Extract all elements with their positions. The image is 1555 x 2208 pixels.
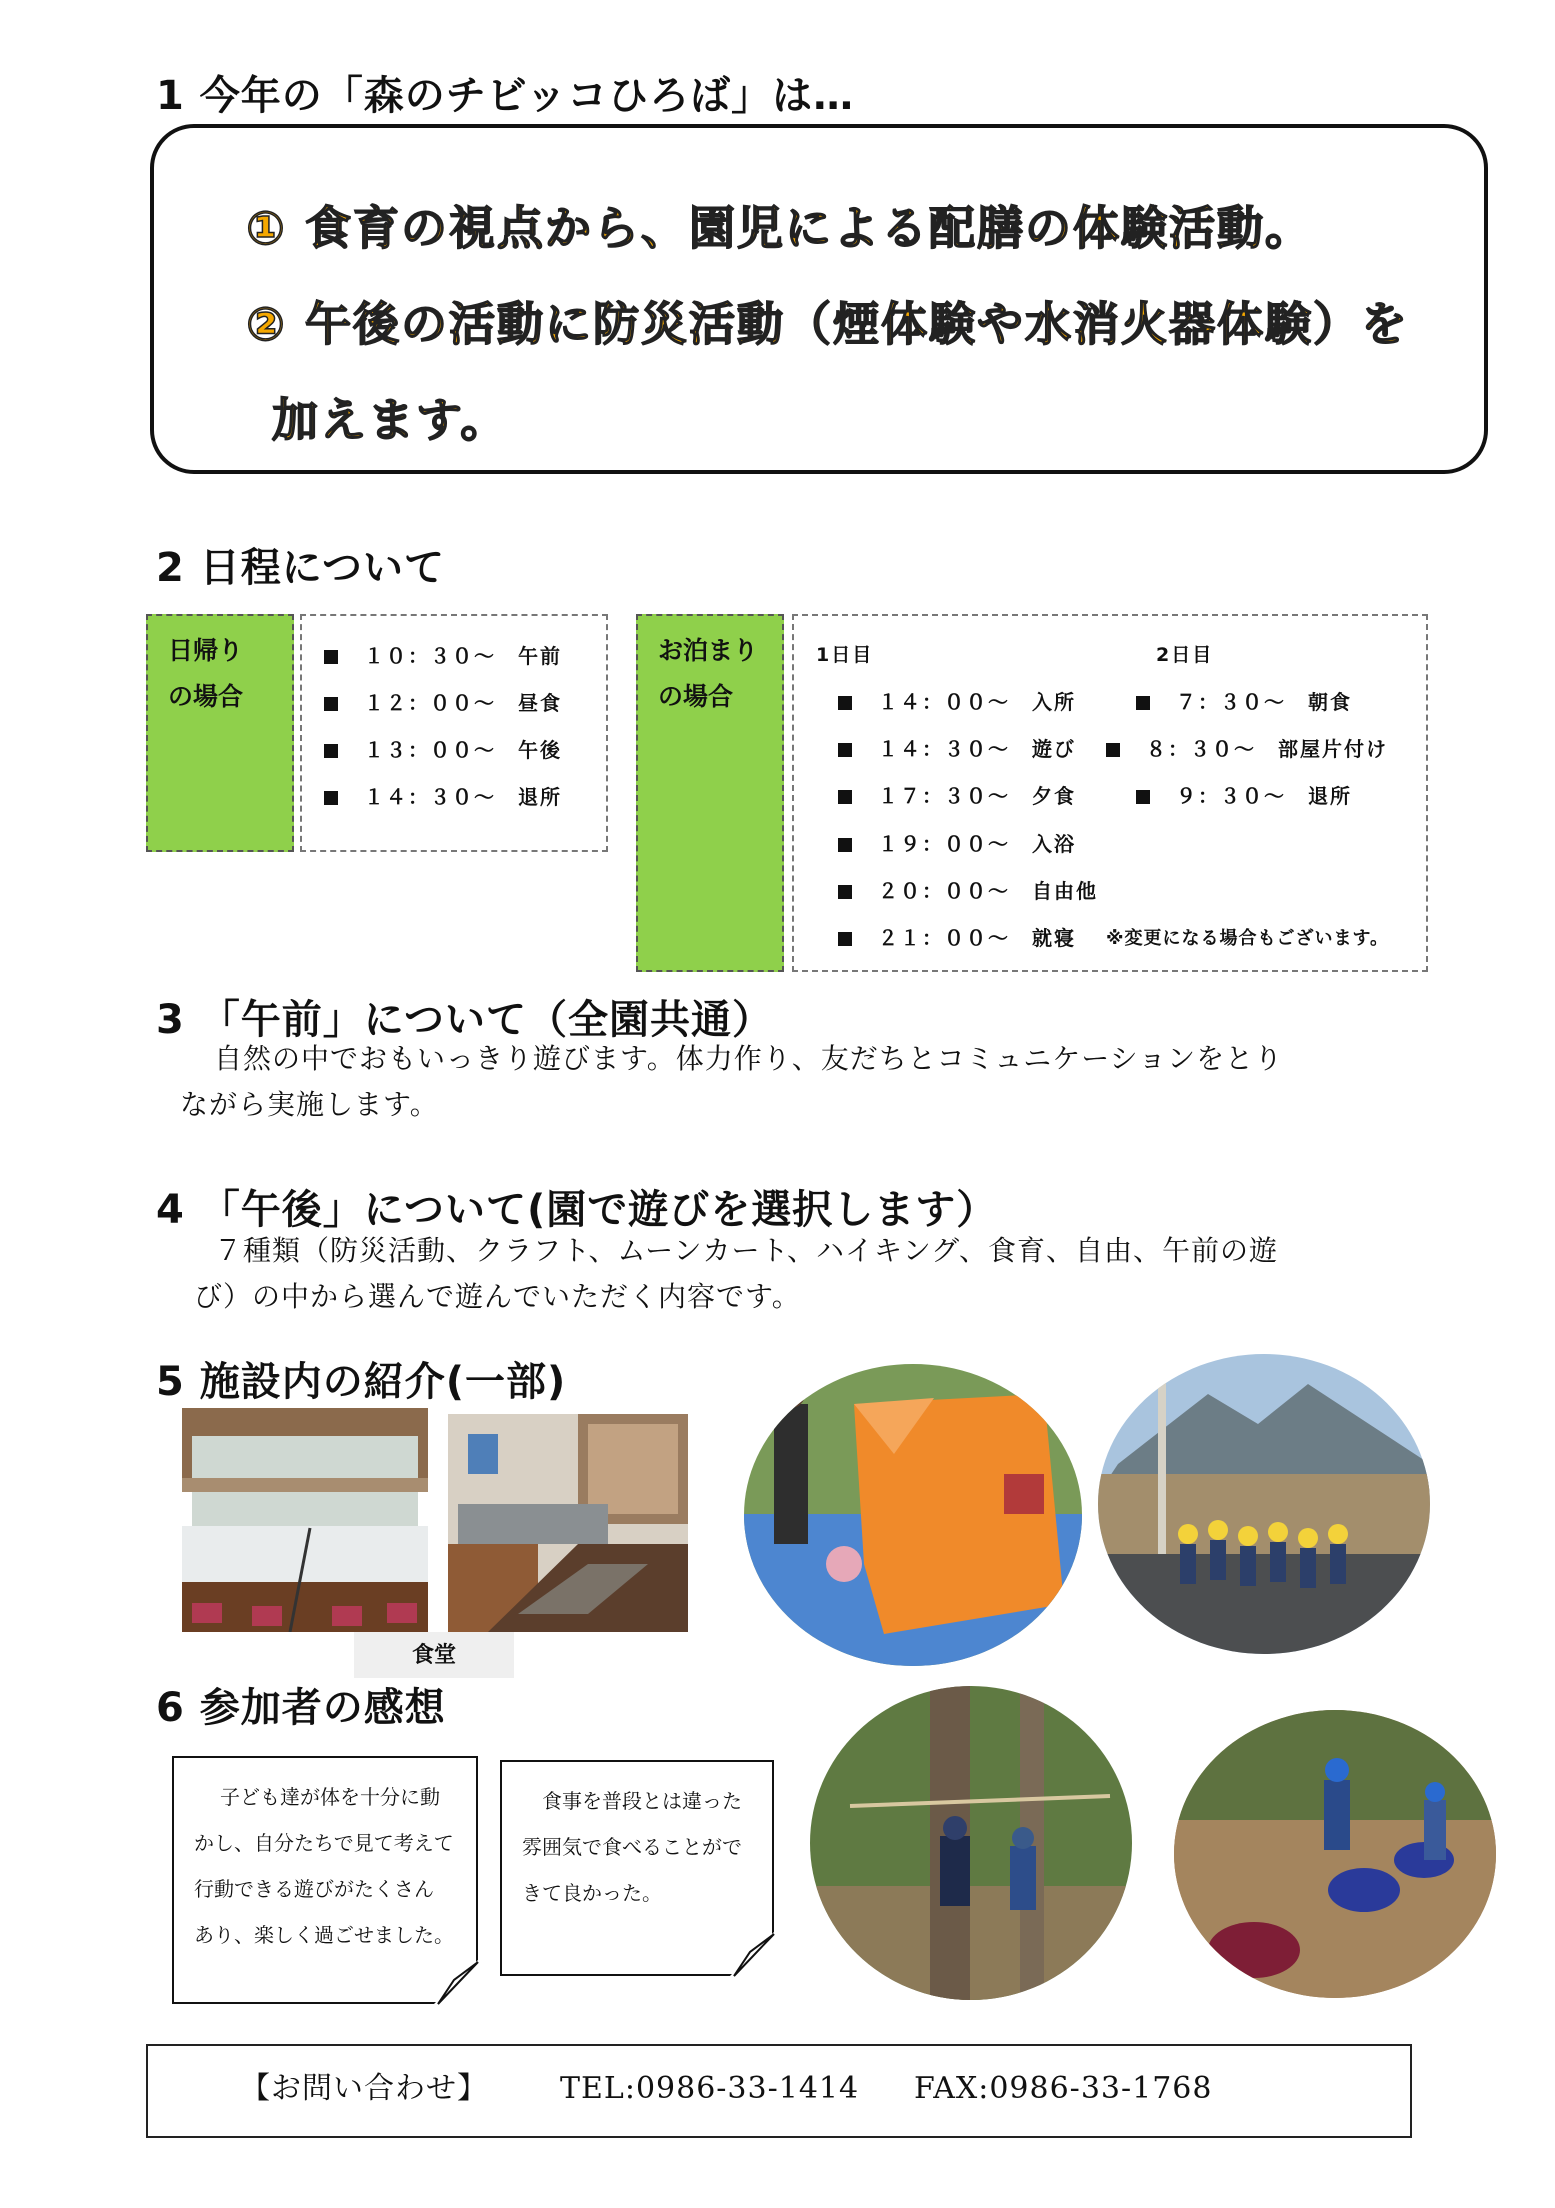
schedule-row: ２０：００～ 自由他 — [838, 875, 1098, 904]
stay-schedule — [792, 614, 1428, 972]
comment-line: かし、自分たちで見て考えて — [194, 1831, 454, 1855]
rope-course-photo — [810, 1686, 1132, 2000]
section-3-title: 3 「午前」について（全園共通） — [156, 997, 773, 1043]
schedule-row: １４：３０～ 遊び — [838, 733, 1076, 762]
day-trip-schedule — [300, 614, 608, 852]
stay-label — [636, 614, 784, 972]
day-trip-label-1: 日帰り — [168, 636, 244, 665]
section-4-title: 4 「午後」について(園で遊びを選択します） — [156, 1187, 998, 1233]
section-4-text-2: び）の中から選んで遊んでいただく内容です。 — [194, 1280, 801, 1313]
schedule-note: ※変更になる場合もございます。 — [1106, 928, 1390, 949]
schedule-row: １４：３０～ 退所 — [324, 781, 562, 810]
schedule-row: ７：３０～ 朝食 — [1136, 686, 1352, 715]
day-trip-label-2: の場合 — [168, 682, 244, 711]
schedule-row: １９：００～ 入浴 — [838, 828, 1076, 857]
day-trip-label — [146, 614, 294, 852]
bullet-square-icon — [838, 743, 852, 757]
comment-line: あり、楽しく過ごせました。 — [194, 1923, 454, 1947]
section-2-title: 2 日程について — [156, 545, 445, 591]
contact-label: 【お問い合わせ】 — [240, 2071, 488, 2106]
bullet-square-icon — [1136, 696, 1150, 710]
bullet-square-icon — [838, 790, 852, 804]
comment-line: 行動できる遊びがたくさん — [194, 1877, 434, 1901]
comment-line: 子ども達が体を十分に動 — [220, 1785, 440, 1809]
schedule-row: ８：３０～ 部屋片付け — [1106, 733, 1388, 762]
page-curl-icon — [434, 1960, 478, 2004]
tire-play-photo — [1174, 1710, 1496, 1998]
cafeteria-photo-2 — [448, 1414, 688, 1632]
schedule-row: １７：３０～ 夕食 — [838, 780, 1076, 809]
schedule-row: ９：３０～ 退所 — [1136, 780, 1352, 809]
page-curl-icon — [730, 1932, 774, 1976]
smoke-tent-photo — [744, 1364, 1082, 1666]
comment-line: 食事を普段とは違った — [542, 1789, 742, 1813]
cafeteria-photo-1 — [182, 1408, 428, 1632]
callout-line-3: 加えます。 — [272, 393, 509, 447]
bullet-square-icon — [838, 838, 852, 852]
cafeteria-caption: 食堂 — [411, 1643, 456, 1668]
section-4-text-1: ７種類（防災活動、クラフト、ムーンカート、ハイキング、食育、自由、午前の遊 — [214, 1234, 1279, 1267]
schedule-row: ２１：００～ 就寝 — [838, 922, 1076, 951]
comment-card-2 — [500, 1760, 774, 1976]
stay-label-1: お泊まり — [658, 636, 759, 665]
bullet-square-icon — [324, 650, 338, 664]
bullet-square-icon — [838, 885, 852, 899]
callout-line-2: ② 午後の活動に防災活動（煙体験や水消火器体験）を — [246, 297, 1409, 351]
bullet-square-icon — [324, 744, 338, 758]
bullet-square-icon — [1136, 790, 1150, 804]
bullet-square-icon — [324, 791, 338, 805]
section-1-title: 1 今年の「森のチビッコひろば」は… — [156, 73, 855, 119]
section-3-text-2: ながら実施します。 — [180, 1088, 439, 1121]
stay-label-2: の場合 — [658, 682, 734, 711]
section-6-title: 6 参加者の感想 — [156, 1685, 446, 1731]
schedule-row: １２：００～ 昼食 — [324, 687, 562, 716]
schedule-row: １３：００～ 午後 — [324, 734, 562, 763]
comment-line: 雰囲気で食べることがで — [522, 1835, 742, 1859]
comment-card-1 — [172, 1756, 478, 2004]
schedule-row: １０：３０～ 午前 — [324, 640, 562, 669]
bullet-square-icon — [838, 696, 852, 710]
bullet-square-icon — [838, 932, 852, 946]
comment-line: きて良かった。 — [522, 1881, 662, 1905]
contact-tel[interactable]: TEL:0986-33-1414 — [560, 2071, 860, 2106]
bullet-square-icon — [1106, 743, 1120, 757]
bullet-square-icon — [324, 697, 338, 711]
contact-fax: FAX:0986-33-1768 — [914, 2071, 1213, 2106]
section-3-text-1: 自然の中でおもいっきり遊びます。体力作り、友だちとコミュニケーションをとり — [214, 1042, 1284, 1075]
schedule-row: １４：００～ 入所 — [838, 686, 1076, 715]
day-1-heading: 1日目 — [816, 644, 874, 666]
day-2-heading: 2日目 — [1156, 644, 1214, 666]
hiking-photo — [1098, 1354, 1430, 1654]
section-5-title: 5 施設内の紹介(一部) — [156, 1359, 567, 1405]
callout-line-1: ① 食育の視点から、園児による配膳の体験活動。 — [246, 201, 1313, 255]
